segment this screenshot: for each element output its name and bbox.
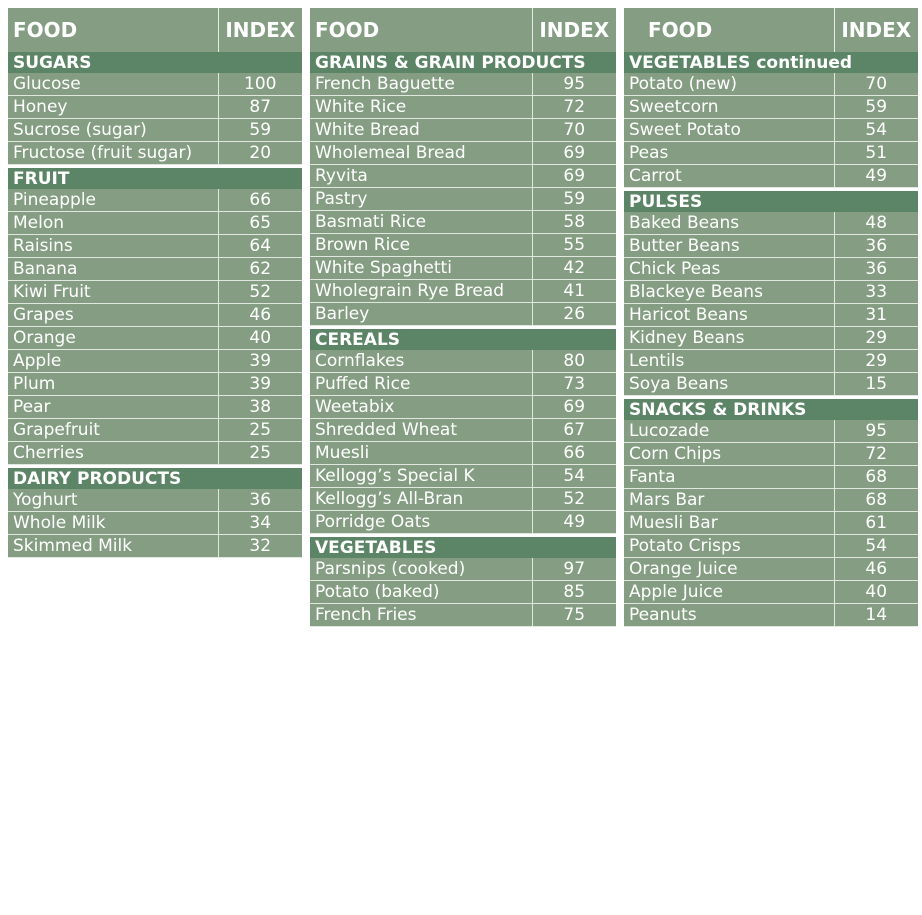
food-name-cell: Potato (new) [624,73,834,96]
table-row [8,396,302,419]
food-table-column-3 [624,8,918,627]
table-row [624,350,918,373]
table-row [624,581,918,604]
food-name-cell: White Rice [310,96,532,119]
food-name-cell: Skimmed Milk [8,535,218,558]
food-name-cell: Haricot Beans [624,304,834,327]
glycemic-index-cell: 87 [218,96,302,119]
table-row [310,442,616,465]
food-name-cell: Kellogg’s Special K [310,465,532,488]
section-heading-row [624,399,918,420]
glycemic-index-cell: 36 [218,489,302,512]
glycemic-index-cell: 54 [834,535,918,558]
table-row [624,466,918,489]
glycemic-index-cell: 80 [532,350,616,373]
glycemic-index-cell: 36 [834,235,918,258]
food-column-header: FOOD [310,8,532,52]
glycemic-index-cell: 97 [532,558,616,581]
glycemic-index-cell: 69 [532,396,616,419]
glycemic-index-cell: 38 [218,396,302,419]
glycemic-index-cell: 75 [532,604,616,627]
glycemic-index-cell: 100 [218,73,302,96]
glycemic-index-cell: 46 [218,304,302,327]
table-header-row [8,8,302,52]
glycemic-index-cell: 52 [218,281,302,304]
table-row [310,73,616,96]
table-row [310,350,616,373]
index-column-header: INDEX [532,8,616,52]
food-name-cell: Sweet Potato [624,119,834,142]
food-name-cell: Raisins [8,235,218,258]
table-row [624,304,918,327]
table-row [310,188,616,211]
glycemic-index-cell: 29 [834,327,918,350]
food-name-cell: Potato (baked) [310,581,532,604]
food-name-cell: Orange Juice [624,558,834,581]
food-name-cell: Grapes [8,304,218,327]
food-name-cell: Butter Beans [624,235,834,258]
table-row [310,142,616,165]
section-heading-row [8,168,302,189]
table-row [8,119,302,142]
food-name-cell: Parsnips (cooked) [310,558,532,581]
table-row [8,96,302,119]
glycemic-index-cell: 59 [532,188,616,211]
table-row [8,442,302,465]
section-heading-row [310,52,616,73]
table-row [624,327,918,350]
table-row [624,235,918,258]
section-heading-row [310,537,616,558]
table-row [8,419,302,442]
food-column-header: FOOD [8,8,218,52]
table-row [624,142,918,165]
glycemic-index-cell: 49 [834,165,918,188]
glycemic-index-cell: 72 [834,443,918,466]
table-row [624,420,918,443]
glycemic-index-cell: 64 [218,235,302,258]
glycemic-index-cell: 66 [218,189,302,212]
food-name-cell: Wholemeal Bread [310,142,532,165]
section-heading-snacks-drinks: SNACKS & DRINKS [624,399,918,420]
table-row [8,235,302,258]
glycemic-index-cell: 39 [218,373,302,396]
food-index-table [624,8,918,627]
glycemic-index-cell: 69 [532,165,616,188]
food-name-cell: Plum [8,373,218,396]
table-row [310,396,616,419]
section-heading-vegetables-continued: VEGETABLES continued [624,52,918,73]
table-row [624,96,918,119]
food-name-cell: Pastry [310,188,532,211]
glycemic-index-cell: 20 [218,142,302,165]
food-name-cell: Muesli Bar [624,512,834,535]
table-row [310,558,616,581]
glycemic-index-cell: 70 [834,73,918,96]
index-column-header: INDEX [834,8,918,52]
food-name-cell: White Bread [310,119,532,142]
table-row [8,258,302,281]
glycemic-index-cell: 59 [218,119,302,142]
glycemic-index-cell: 52 [532,488,616,511]
table-row [310,234,616,257]
food-name-cell: Brown Rice [310,234,532,257]
food-name-cell: Porridge Oats [310,511,532,534]
glycemic-index-cell: 68 [834,489,918,512]
food-name-cell: Apple [8,350,218,373]
glycemic-index-cell: 36 [834,258,918,281]
table-row [624,119,918,142]
food-column-header: FOOD [624,8,834,52]
food-table-column-1 [8,8,302,558]
table-row [310,211,616,234]
food-name-cell: Lentils [624,350,834,373]
food-name-cell: Kidney Beans [624,327,834,350]
glycemic-index-cell: 42 [532,257,616,280]
food-name-cell: Fructose (fruit sugar) [8,142,218,165]
table-row [8,304,302,327]
food-name-cell: Baked Beans [624,212,834,235]
glycemic-index-cell: 34 [218,512,302,535]
food-name-cell: Honey [8,96,218,119]
glycemic-index-cell: 61 [834,512,918,535]
food-name-cell: Grapefruit [8,419,218,442]
food-name-cell: Fanta [624,466,834,489]
food-name-cell: Peas [624,142,834,165]
table-row [310,419,616,442]
food-name-cell: Kiwi Fruit [8,281,218,304]
table-row [624,373,918,396]
glycemic-index-cell: 40 [834,581,918,604]
table-row [310,119,616,142]
section-heading-vegetables: VEGETABLES [310,537,616,558]
food-name-cell: Kellogg’s All-Bran [310,488,532,511]
table-row [8,281,302,304]
glycemic-index-cell: 15 [834,373,918,396]
glycemic-index-cell: 69 [532,142,616,165]
glycemic-index-cell: 29 [834,350,918,373]
table-row [624,443,918,466]
table-row [8,189,302,212]
table-row [310,604,616,627]
section-heading-pulses: PULSES [624,191,918,212]
table-row [310,511,616,534]
glycemic-index-cell: 41 [532,280,616,303]
glycemic-index-cell: 73 [532,373,616,396]
glycemic-index-cell: 65 [218,212,302,235]
food-name-cell: Wholegrain Rye Bread [310,280,532,303]
food-name-cell: Apple Juice [624,581,834,604]
table-row [8,489,302,512]
food-name-cell: Basmati Rice [310,211,532,234]
table-row [310,257,616,280]
food-name-cell: Yoghurt [8,489,218,512]
table-row [8,350,302,373]
glycemic-index-cell: 39 [218,350,302,373]
table-row [8,512,302,535]
table-row [624,258,918,281]
section-heading-row [624,191,918,212]
glycemic-index-cell: 67 [532,419,616,442]
glycemic-index-cell: 48 [834,212,918,235]
table-row [8,535,302,558]
section-heading-grains-grain-products: GRAINS & GRAIN PRODUCTS [310,52,616,73]
food-name-cell: Carrot [624,165,834,188]
food-name-cell: Whole Milk [8,512,218,535]
index-column-header: INDEX [218,8,302,52]
table-row [310,303,616,326]
food-name-cell: Pear [8,396,218,419]
section-heading-dairy-products: DAIRY PRODUCTS [8,468,302,489]
section-heading-row [8,52,302,73]
table-row [624,212,918,235]
food-name-cell: Blackeye Beans [624,281,834,304]
food-name-cell: Ryvita [310,165,532,188]
glycemic-index-cell: 25 [218,419,302,442]
glycemic-index-cell: 72 [532,96,616,119]
glycemic-index-cell: 54 [532,465,616,488]
glycemic-index-cell: 95 [532,73,616,96]
food-name-cell: Sweetcorn [624,96,834,119]
food-name-cell: Weetabix [310,396,532,419]
glycemic-index-cell: 31 [834,304,918,327]
food-name-cell: Lucozade [624,420,834,443]
table-row [8,212,302,235]
table-row [624,281,918,304]
table-row [8,142,302,165]
glycemic-index-cell: 58 [532,211,616,234]
glycemic-index-cell: 14 [834,604,918,627]
food-name-cell: Glucose [8,73,218,96]
glycemic-index-cell: 54 [834,119,918,142]
table-row [624,73,918,96]
food-name-cell: Cherries [8,442,218,465]
table-row [624,165,918,188]
glycemic-index-cell: 55 [532,234,616,257]
table-row [8,73,302,96]
section-heading-cereals: CEREALS [310,329,616,350]
glycemic-index-cell: 70 [532,119,616,142]
table-row [310,488,616,511]
food-name-cell: Banana [8,258,218,281]
glycemic-index-cell: 59 [834,96,918,119]
section-heading-row [310,329,616,350]
food-index-table [8,8,302,558]
table-row [624,489,918,512]
table-row [310,581,616,604]
table-row [624,558,918,581]
food-index-table [310,8,616,627]
glycemic-index-cell: 26 [532,303,616,326]
table-row [624,535,918,558]
section-heading-row [8,468,302,489]
table-header-row [624,8,918,52]
food-name-cell: Chick Peas [624,258,834,281]
food-name-cell: Pineapple [8,189,218,212]
food-name-cell: Orange [8,327,218,350]
table-row [624,604,918,627]
glycemic-index-cell: 46 [834,558,918,581]
table-row [8,373,302,396]
glycemic-index-cell: 95 [834,420,918,443]
table-row [310,280,616,303]
table-row [310,96,616,119]
section-heading-fruit: FRUIT [8,168,302,189]
food-name-cell: Puffed Rice [310,373,532,396]
food-name-cell: Mars Bar [624,489,834,512]
food-name-cell: Muesli [310,442,532,465]
table-row [310,465,616,488]
glycemic-index-cell: 25 [218,442,302,465]
glycemic-index-cell: 68 [834,466,918,489]
glycemic-index-cell: 32 [218,535,302,558]
food-table-column-2 [310,8,616,627]
section-heading-row [624,52,918,73]
table-row [310,373,616,396]
food-name-cell: Potato Crisps [624,535,834,558]
food-name-cell: French Baguette [310,73,532,96]
table-row [310,165,616,188]
glycemic-index-cell: 62 [218,258,302,281]
glycemic-index-cell: 51 [834,142,918,165]
food-name-cell: White Spaghetti [310,257,532,280]
glycemic-index-cell: 66 [532,442,616,465]
food-name-cell: Shredded Wheat [310,419,532,442]
food-name-cell: Corn Chips [624,443,834,466]
food-name-cell: Soya Beans [624,373,834,396]
food-name-cell: Melon [8,212,218,235]
table-row [8,327,302,350]
food-name-cell: Cornflakes [310,350,532,373]
food-name-cell: Barley [310,303,532,326]
table-header-row [310,8,616,52]
food-name-cell: French Fries [310,604,532,627]
glycemic-index-cell: 33 [834,281,918,304]
food-name-cell: Peanuts [624,604,834,627]
glycemic-index-cell: 85 [532,581,616,604]
food-name-cell: Sucrose (sugar) [8,119,218,142]
glycemic-index-cell: 40 [218,327,302,350]
table-row [624,512,918,535]
glycemic-index-cell: 49 [532,511,616,534]
section-heading-sugars: SUGARS [8,52,302,73]
